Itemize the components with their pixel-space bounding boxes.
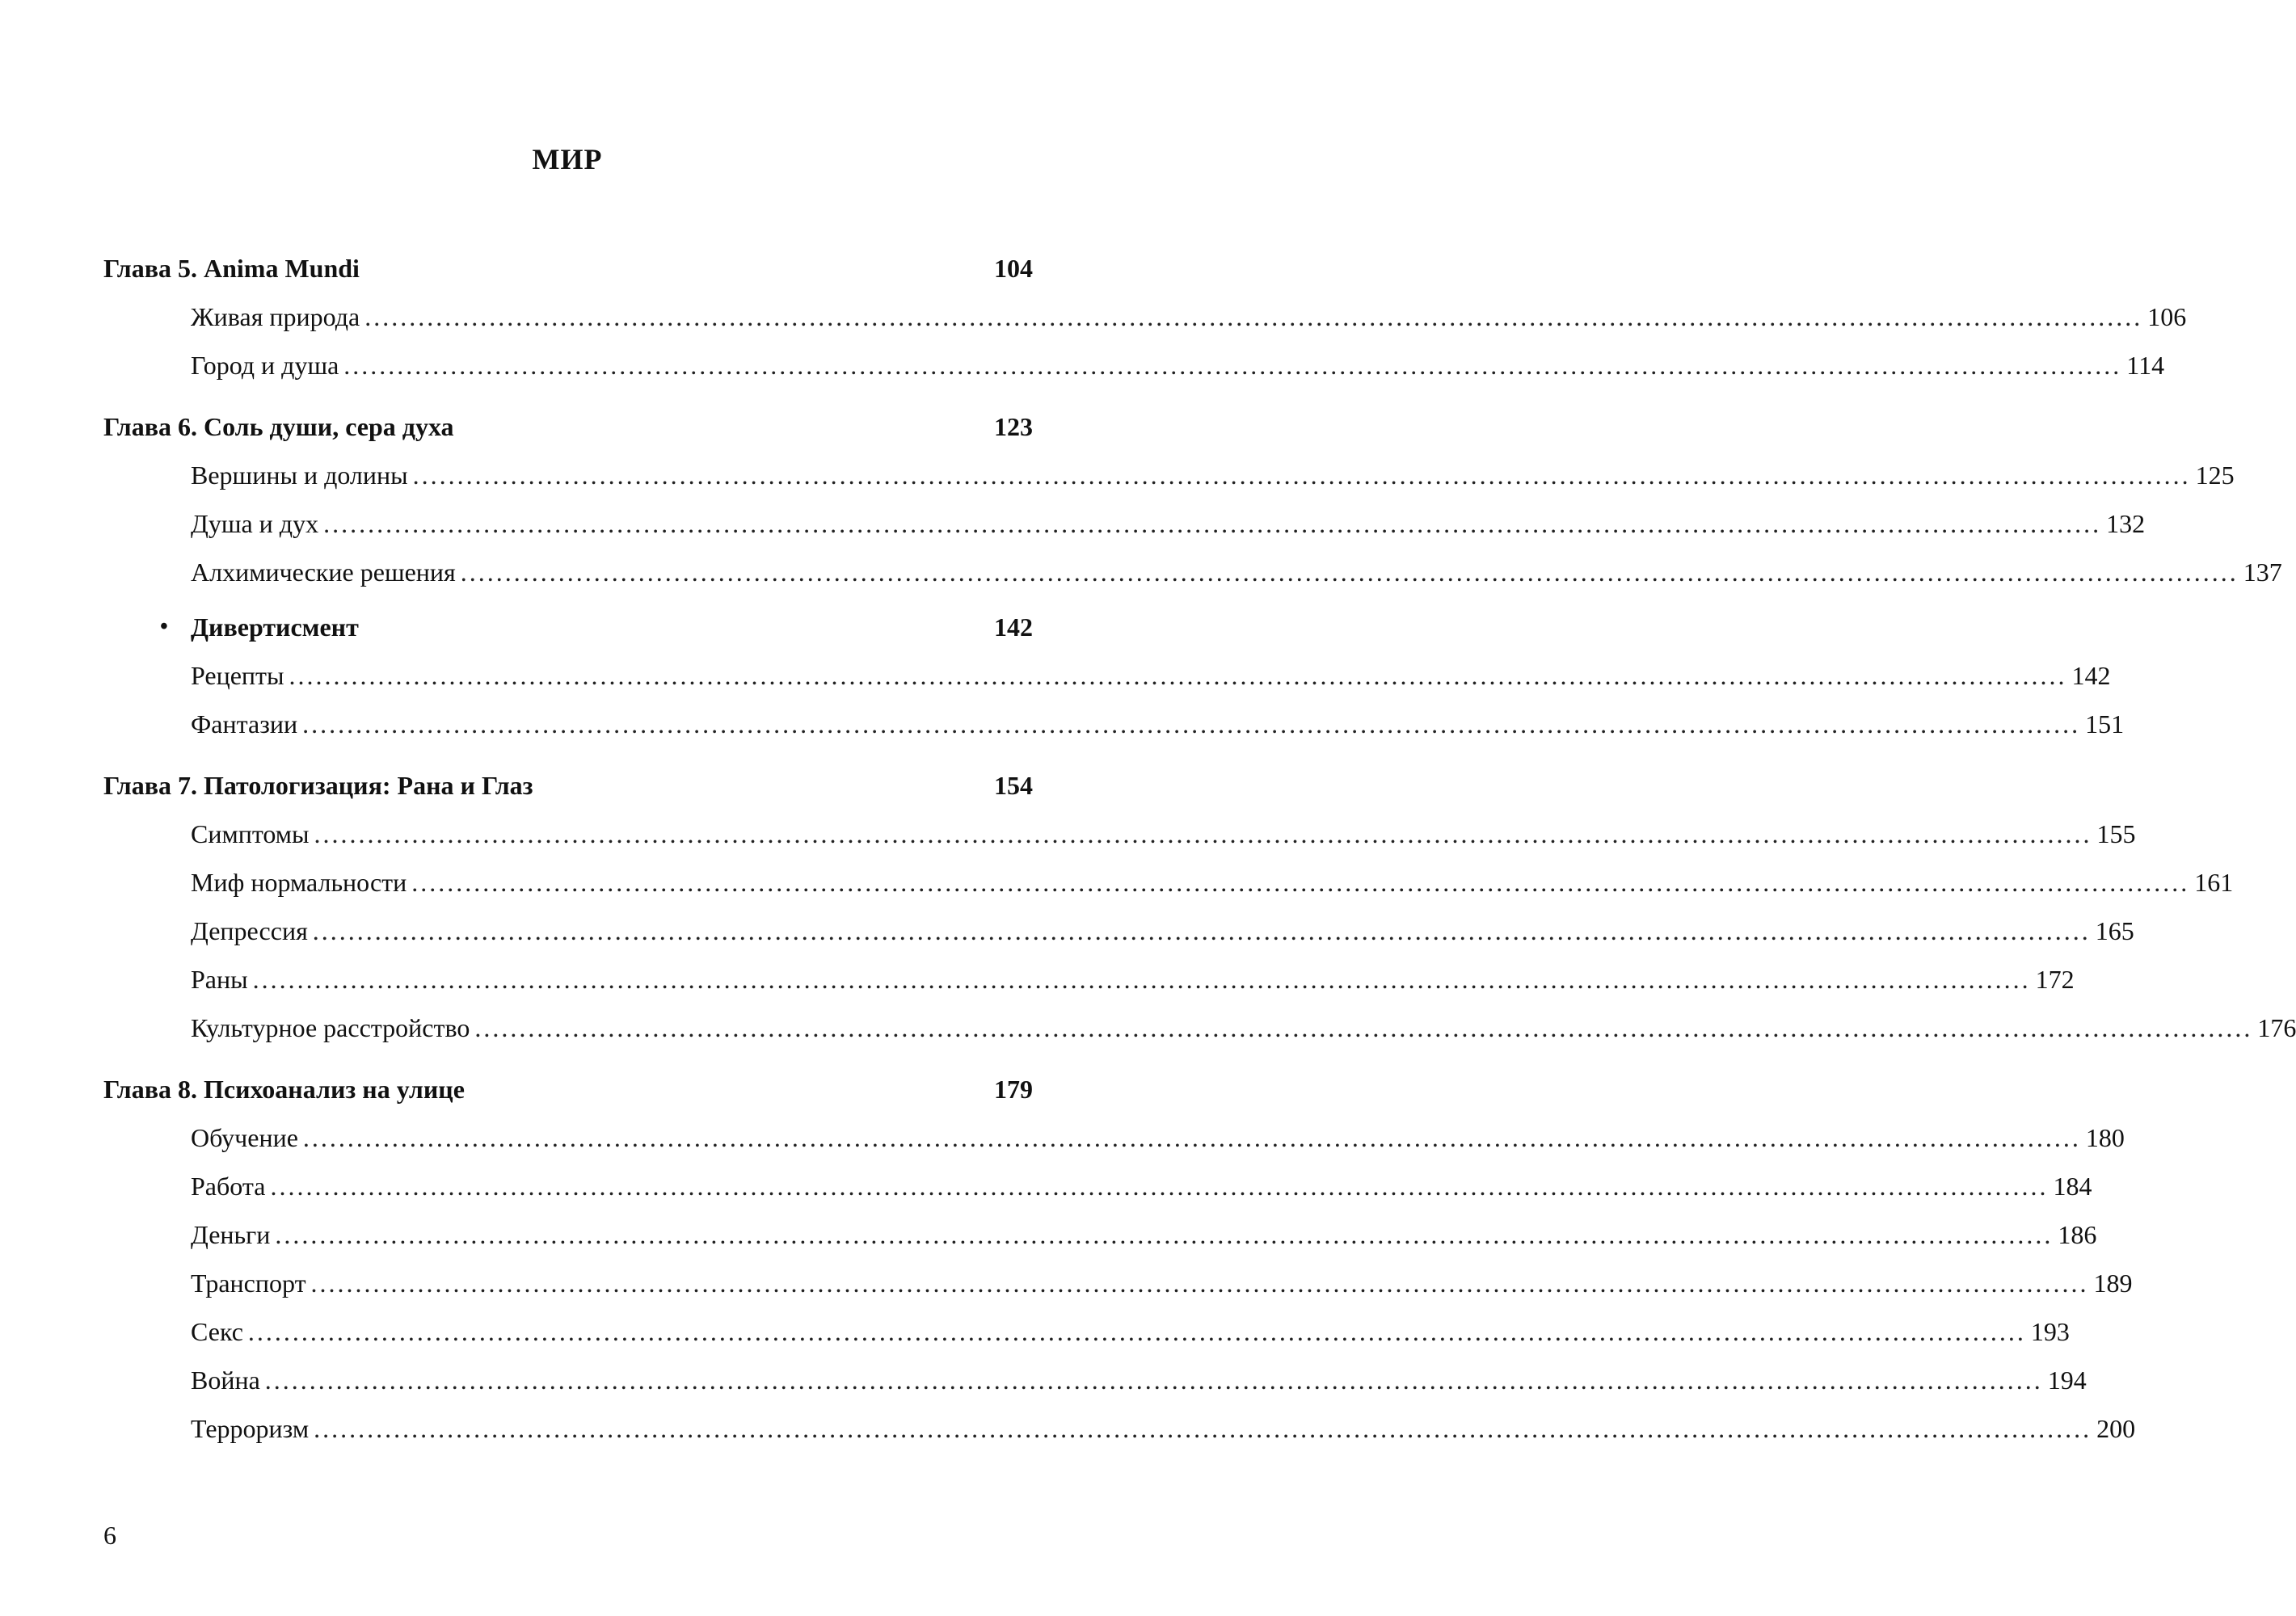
- toc-entry-title: Деньги: [191, 1220, 271, 1249]
- toc-entry: [103, 692, 2125, 740]
- toc-page-number: 189: [2093, 1269, 2133, 1298]
- dot-leader: ........................................................................................................................................................................................................: [312, 916, 2091, 945]
- toc-entry: [103, 1299, 2070, 1348]
- toc-entry-title: Миф нормальности: [191, 868, 407, 897]
- table-of-contents: [103, 236, 2296, 1445]
- dot-leader: ........................................................................................................................................................................................................: [275, 1220, 2054, 1249]
- toc-page-number: 106: [2147, 302, 2187, 331]
- toc-entry-title: Транспорт: [191, 1269, 306, 1298]
- toc-entry-title: Глава 8. Психоанализ на улице: [103, 1075, 465, 1104]
- toc-entry: [103, 1348, 2087, 1396]
- page-number: 6: [103, 1521, 116, 1550]
- toc-page-number: 200: [2096, 1414, 2136, 1443]
- toc-chapter: [103, 236, 1033, 284]
- toc-page-number: 125: [2195, 461, 2235, 490]
- toc-page-number: 172: [2035, 965, 2075, 994]
- toc-page-number: 165: [2095, 916, 2134, 945]
- toc-entry-title: Война: [191, 1366, 260, 1395]
- toc-page-number: 155: [2096, 819, 2136, 848]
- toc-entry: [103, 333, 2165, 381]
- toc-entry: [103, 284, 2187, 333]
- dot-leader: ........................................................................................................................................................................................................: [247, 1317, 2026, 1346]
- toc-entry-title: Терроризм: [191, 1414, 310, 1443]
- toc-entry-title: Работа: [191, 1172, 266, 1201]
- toc-entry: [103, 443, 2235, 491]
- toc-entry: [103, 1396, 2136, 1445]
- dot-leader: ........................................................................................................................................................................................................: [310, 1269, 2089, 1298]
- toc-entry-title: Симптомы: [191, 819, 310, 848]
- toc-entry-title: Секс: [191, 1317, 243, 1346]
- dot-leader: ........................................................................................................................................................................................................: [264, 1366, 2043, 1395]
- toc-page-number: 142: [2071, 661, 2111, 690]
- dot-leader: ........................................................................................................................................................................................................: [364, 302, 2143, 331]
- toc-entry: [103, 1105, 2125, 1154]
- toc-page-number: 114: [2126, 351, 2165, 380]
- dot-leader: ........................................................................................................................................................................................................: [270, 1172, 2049, 1201]
- dot-leader: ........................................................................................................................................................................................................: [302, 1123, 2081, 1152]
- toc-entry: [103, 540, 2282, 588]
- toc-page-number: 193: [2030, 1317, 2070, 1346]
- toc-entry-title: Город и душа: [191, 351, 339, 380]
- toc-page-number: 180: [2085, 1123, 2125, 1152]
- toc-entry-title: Рецепты: [191, 661, 284, 690]
- dot-leader: ........................................................................................................................................................................................................: [411, 868, 2190, 897]
- toc-page-number: 123: [994, 412, 1033, 441]
- toc-entry: [103, 1251, 2133, 1299]
- dot-leader: ........................................................................................................................................................................................................: [314, 819, 2092, 848]
- toc-entry-title: Глава 5. Anima Mundi: [103, 254, 360, 283]
- toc-entry-title: Глава 7. Патологизация: Рана и Глаз: [103, 771, 533, 800]
- toc-chapter: [103, 394, 1033, 443]
- toc-entry: [103, 947, 2075, 995]
- dot-leader: ........................................................................................................................................................................................................: [343, 351, 2122, 380]
- toc-page-number: 137: [2243, 558, 2282, 587]
- page-title: МИР: [532, 143, 603, 175]
- toc-entry-title: Фантазии: [191, 709, 298, 739]
- toc-entry-title: Культурное расстройство: [191, 1013, 470, 1042]
- toc-entry: [103, 995, 2296, 1044]
- toc-entry: [103, 1202, 2097, 1251]
- toc-section: [103, 588, 1033, 643]
- toc-entry-title: Душа и дух: [191, 509, 319, 538]
- toc-page-number: 132: [2106, 509, 2146, 538]
- toc-entry-title: Живая природа: [191, 302, 360, 331]
- toc-chapter: [103, 753, 1033, 802]
- toc-page-number: 151: [2085, 709, 2125, 739]
- toc-page-number: 179: [994, 1075, 1033, 1104]
- dot-leader: ........................................................................................................................................................................................................: [302, 709, 2081, 739]
- toc-entry: [103, 1154, 2092, 1202]
- toc-page-number: 184: [2053, 1172, 2092, 1201]
- toc-chapter: [103, 1057, 1033, 1105]
- toc-entry: [103, 802, 2136, 850]
- dot-leader: ........................................................................................................................................................................................................: [314, 1414, 2092, 1443]
- toc-page-number: 186: [2058, 1220, 2097, 1249]
- dot-leader: ........................................................................................................................................................................................................: [289, 661, 2067, 690]
- toc-page-number: 104: [994, 254, 1033, 283]
- toc-entry-title: Дивертисмент: [191, 612, 359, 642]
- dot-leader: ........................................................................................................................................................................................................: [412, 461, 2191, 490]
- toc-page-number: 176: [2257, 1013, 2296, 1042]
- bullet-icon: •: [160, 614, 168, 639]
- toc-page-number: 194: [2047, 1366, 2087, 1395]
- dot-leader: ........................................................................................................................................................................................................: [323, 509, 2102, 538]
- toc-entry-title: Вершины и долины: [191, 461, 408, 490]
- dot-leader: ........................................................................................................................................................................................................: [460, 558, 2239, 587]
- toc-entry-title: Глава 6. Соль души, сера духа: [103, 412, 454, 441]
- toc-page-number: 142: [994, 612, 1033, 642]
- toc-entry-title: Обучение: [191, 1123, 298, 1152]
- dot-leader: ........................................................................................................................................................................................................: [252, 965, 2031, 994]
- toc-entry: [103, 643, 2111, 692]
- toc-entry: [103, 898, 2134, 947]
- toc-entry-title: Депрессия: [191, 916, 308, 945]
- toc-entry-title: Алхимические решения: [191, 558, 456, 587]
- toc-entry-title: Раны: [191, 965, 248, 994]
- toc-entry: [103, 491, 2146, 540]
- toc-page-number: 161: [2194, 868, 2234, 897]
- toc-page-number: 154: [994, 771, 1033, 800]
- toc-entry: [103, 850, 2234, 898]
- dot-leader: ........................................................................................................................................................................................................: [474, 1013, 2253, 1042]
